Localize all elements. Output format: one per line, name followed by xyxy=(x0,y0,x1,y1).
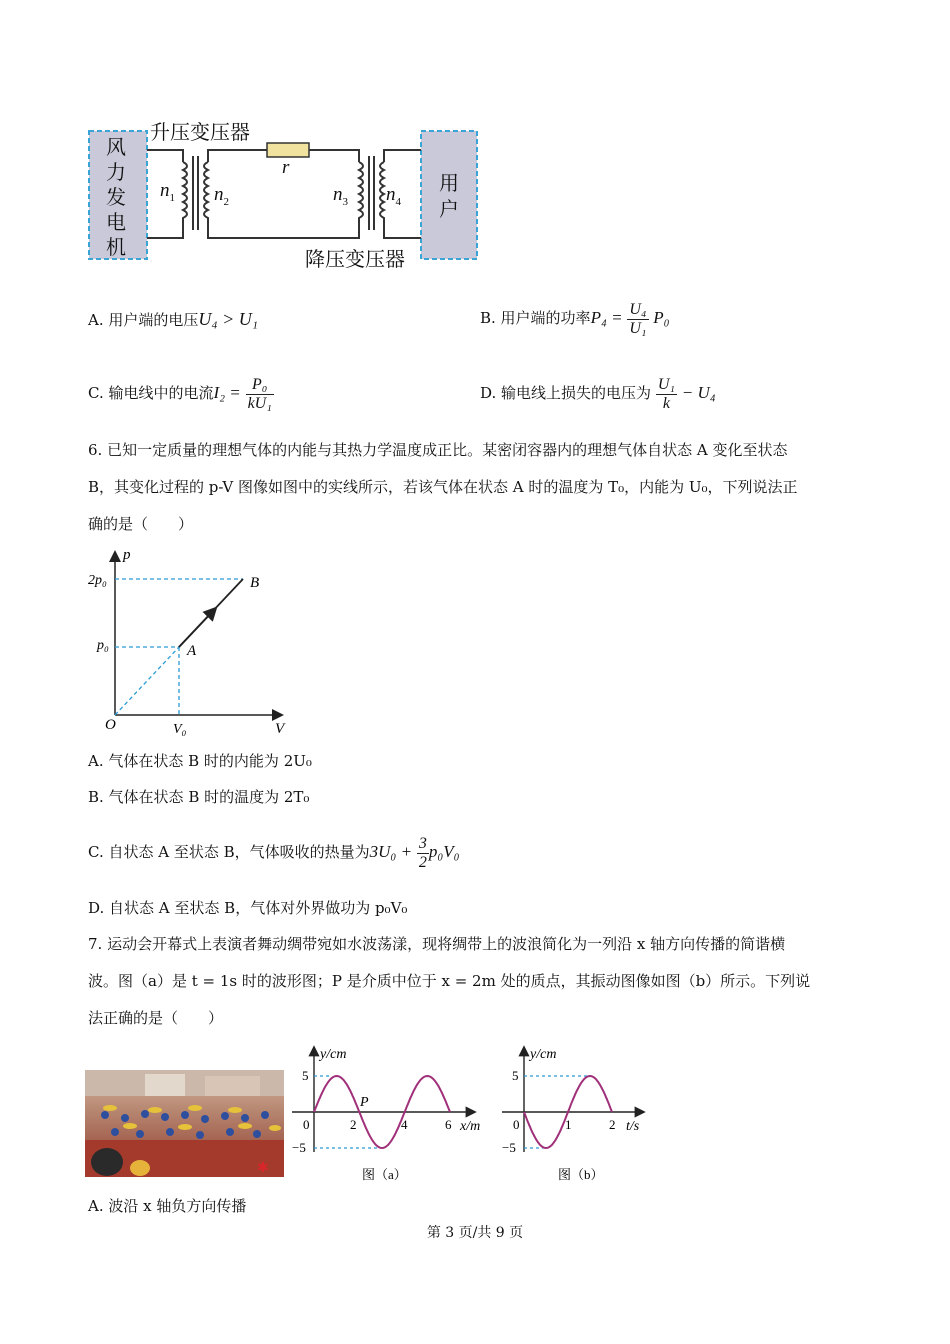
q6-option-b: B. 气体在状态 B 时的温度为 2T₀ xyxy=(88,788,310,806)
wave-a-tick-m5: −5 xyxy=(292,1140,306,1155)
q5-option-b: B. 用户端的功率P₄ = $\frac{\text{U₄}}{\text{U₁}}$ P₀ xyxy=(480,300,670,337)
wave-a-tick-5: 5 xyxy=(302,1068,309,1083)
wave-a-tick-2: 2 xyxy=(350,1117,357,1132)
generator-label: 风力发电机 xyxy=(106,135,126,259)
resistor-r xyxy=(267,143,309,157)
transmission-circuit-diagram xyxy=(85,112,485,272)
page-footer: 第 3 页/共 9 页 xyxy=(426,1225,524,1241)
wave-b-tick-1: 1 xyxy=(565,1117,572,1132)
pv-origin-label: O xyxy=(105,717,116,733)
coil-n3 xyxy=(359,162,363,226)
wave-b-y-label: y/cm xyxy=(530,1047,557,1062)
wave-b-caption: 图（b） xyxy=(558,1167,604,1182)
user-label: 用户 xyxy=(439,171,459,221)
step-up-transformer-label: 升压变压器 xyxy=(150,120,250,144)
coil-n1 xyxy=(183,162,187,226)
step-down-transformer-label: 降压变压器 xyxy=(305,247,405,271)
n1-label: $n_1$ xyxy=(160,180,175,204)
pv-tick-2p0: 2p₀ xyxy=(88,573,107,588)
q7-stem: 7. 运动会开幕式上表演者舞动绸带宛如水波荡漾，现将绸带上的波浪简化为一列沿 x 轴方向传播的简谐横 波。图（a）是 t = 1s 时的波形图；P 是介质中位于 x = 2m 处的质点，其振动图像如图（b）所示。下列说 法正确的是（ ） xyxy=(88,935,811,1027)
wave-b-tick-5: 5 xyxy=(512,1068,519,1083)
q6-stem: 6. 已知一定质量的理想气体的内能与其热力学温度成正比。某密闭容器内的理想气体自状态 A 变化至状态 B，其变化过程的 p-V 图像如图中的实线所示，若该气体在状态 A 时的温度为 T₀，内能为 U₀，下列说法正 确的是（ ） xyxy=(88,441,798,533)
wave-a-tick-4: 4 xyxy=(401,1117,408,1132)
pv-tick-p0: p₀ xyxy=(97,638,109,653)
wave-a-x-label: x/m xyxy=(460,1119,481,1134)
wave-a-point-p: P xyxy=(360,1095,369,1110)
coil-n4 xyxy=(380,162,384,226)
wave-a-caption: 图（a） xyxy=(362,1167,407,1182)
pv-tick-v0: V₀ xyxy=(173,722,187,737)
n3-label: $n_3$ xyxy=(333,184,348,208)
wave-a-tick-0: 0 xyxy=(303,1117,310,1132)
wave-b-tick-2: 2 xyxy=(609,1117,616,1132)
q6-option-c: C. 自状态 A 至状态 B，气体吸收的热量为3U₀ + $\frac{3}{2}$ p₀V₀ xyxy=(88,834,460,871)
wave-a-y-label: y/cm xyxy=(320,1047,347,1062)
wave-b-tick-0: 0 xyxy=(513,1117,520,1132)
wave-b-x-label: t/s xyxy=(626,1119,640,1134)
n2-label: $n_2$ xyxy=(214,184,229,208)
pv-point-b: B xyxy=(250,575,260,591)
pv-graph xyxy=(85,545,295,740)
resistor-label: r xyxy=(282,157,290,178)
q6-option-a: A. 气体在状态 B 时的内能为 2U₀ xyxy=(88,752,312,770)
vibration-graph-b xyxy=(498,1040,658,1190)
q6-option-d: D. 自状态 A 至状态 B，气体对外界做功为 p₀V₀ xyxy=(88,899,408,917)
pv-p-label: p xyxy=(123,547,131,563)
pv-point-a: A xyxy=(187,643,197,659)
q5-option-d: D. 输电线上损失的电压为 $\frac{\text{U₁}}{k}$ − U₄ xyxy=(480,375,716,412)
q7-option-a: A. 波沿 x 轴负方向传播 xyxy=(88,1197,247,1215)
wave-graph-a xyxy=(288,1040,493,1190)
wave-b-tick-m5: −5 xyxy=(502,1140,516,1155)
pv-v-label: V xyxy=(275,721,285,737)
n4-label: $n_4$ xyxy=(386,184,401,208)
q5-option-a: A. 用户端的电压U₄ > U₁ xyxy=(88,309,259,329)
ribbon-dance-photo xyxy=(85,1070,284,1177)
q5-option-c: C. 输电线中的电流I₂ = $\frac{\text{P₀}}{\text{kU₁}}$ xyxy=(88,375,272,412)
svg-text:✱: ✱ xyxy=(257,1161,269,1176)
coil-n2 xyxy=(204,162,208,226)
wave-a-tick-6: 6 xyxy=(445,1117,452,1132)
